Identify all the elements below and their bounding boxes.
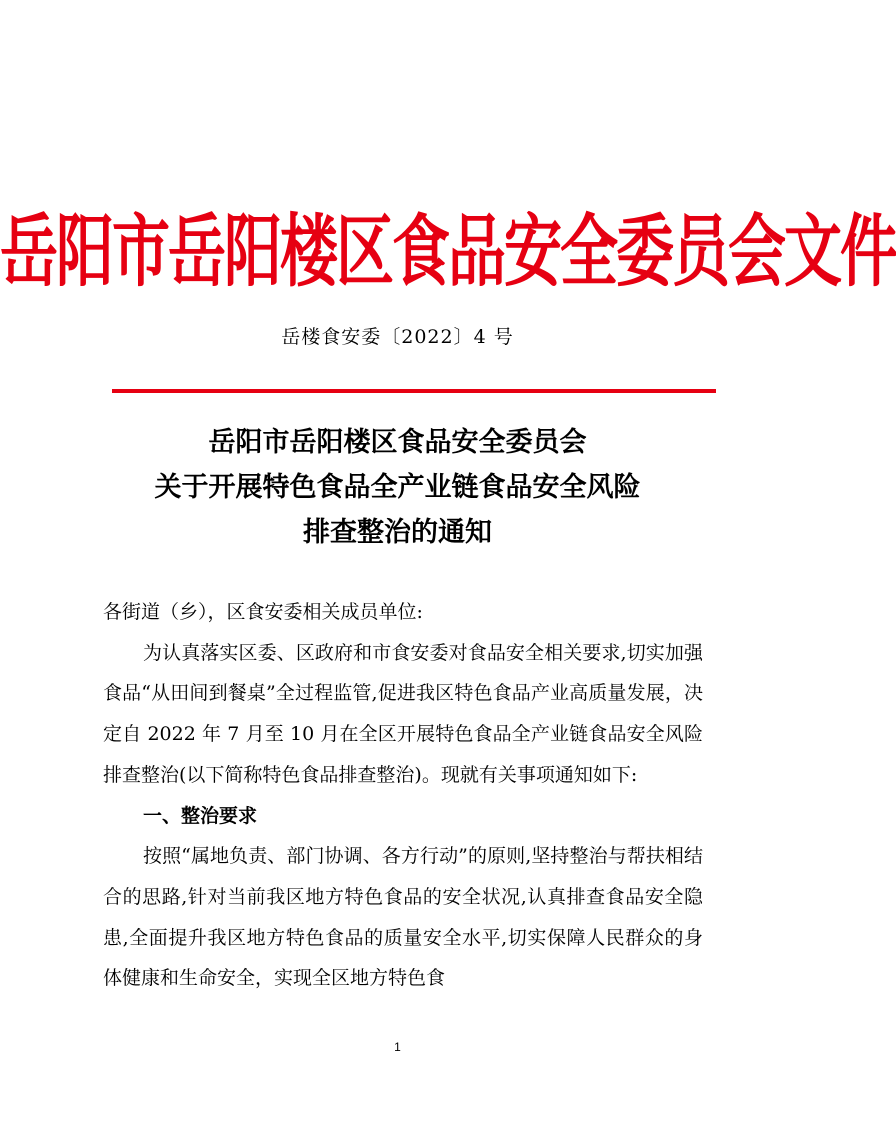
document-header-title: 岳阳市岳阳楼区食品安全委员会文件 xyxy=(0,205,896,298)
requirements-paragraph: 按照“属地负责、部门协调、各方行动”的原则,坚持整治与帮扶相结合的思路,针对当前我区地方特色食品的安全状况,认真排查食品安全隐患,全面提升我区地方特色食品的质量安全水平,切实保障人民群众的身体健康和生命安全，实现全区地方特色食 xyxy=(103,845,703,990)
section-heading-1: 一、整治要求 xyxy=(143,804,258,827)
document-body xyxy=(103,592,703,999)
salutation: 各街道（乡），区食安委相关成员单位: xyxy=(103,601,423,623)
document-title xyxy=(0,420,795,555)
red-divider-line xyxy=(112,389,716,393)
page-number: 1 xyxy=(394,1040,401,1054)
intro-paragraph: 为认真落实区委、区政府和市食安委对食品安全相关要求,切实加强食品“从田间到餐桌”全过程监管,促进我区特色食品产业高质量发展，决定自 2022 年 7 月至 10 月在全区开展特色食品全产业链食品安全风险排查整治(以下简称特色食品排查整治)。现就有关事项通知如下: xyxy=(103,641,703,786)
title-line-3: 排查整治的通知 xyxy=(303,517,492,548)
document-number: 岳楼食安委〔2022〕4 号 xyxy=(281,326,514,348)
title-line-1: 岳阳市岳阳楼区食品安全委员会 xyxy=(208,427,587,458)
title-line-2: 关于开展特色食品全产业链食品安全风险 xyxy=(154,472,641,503)
